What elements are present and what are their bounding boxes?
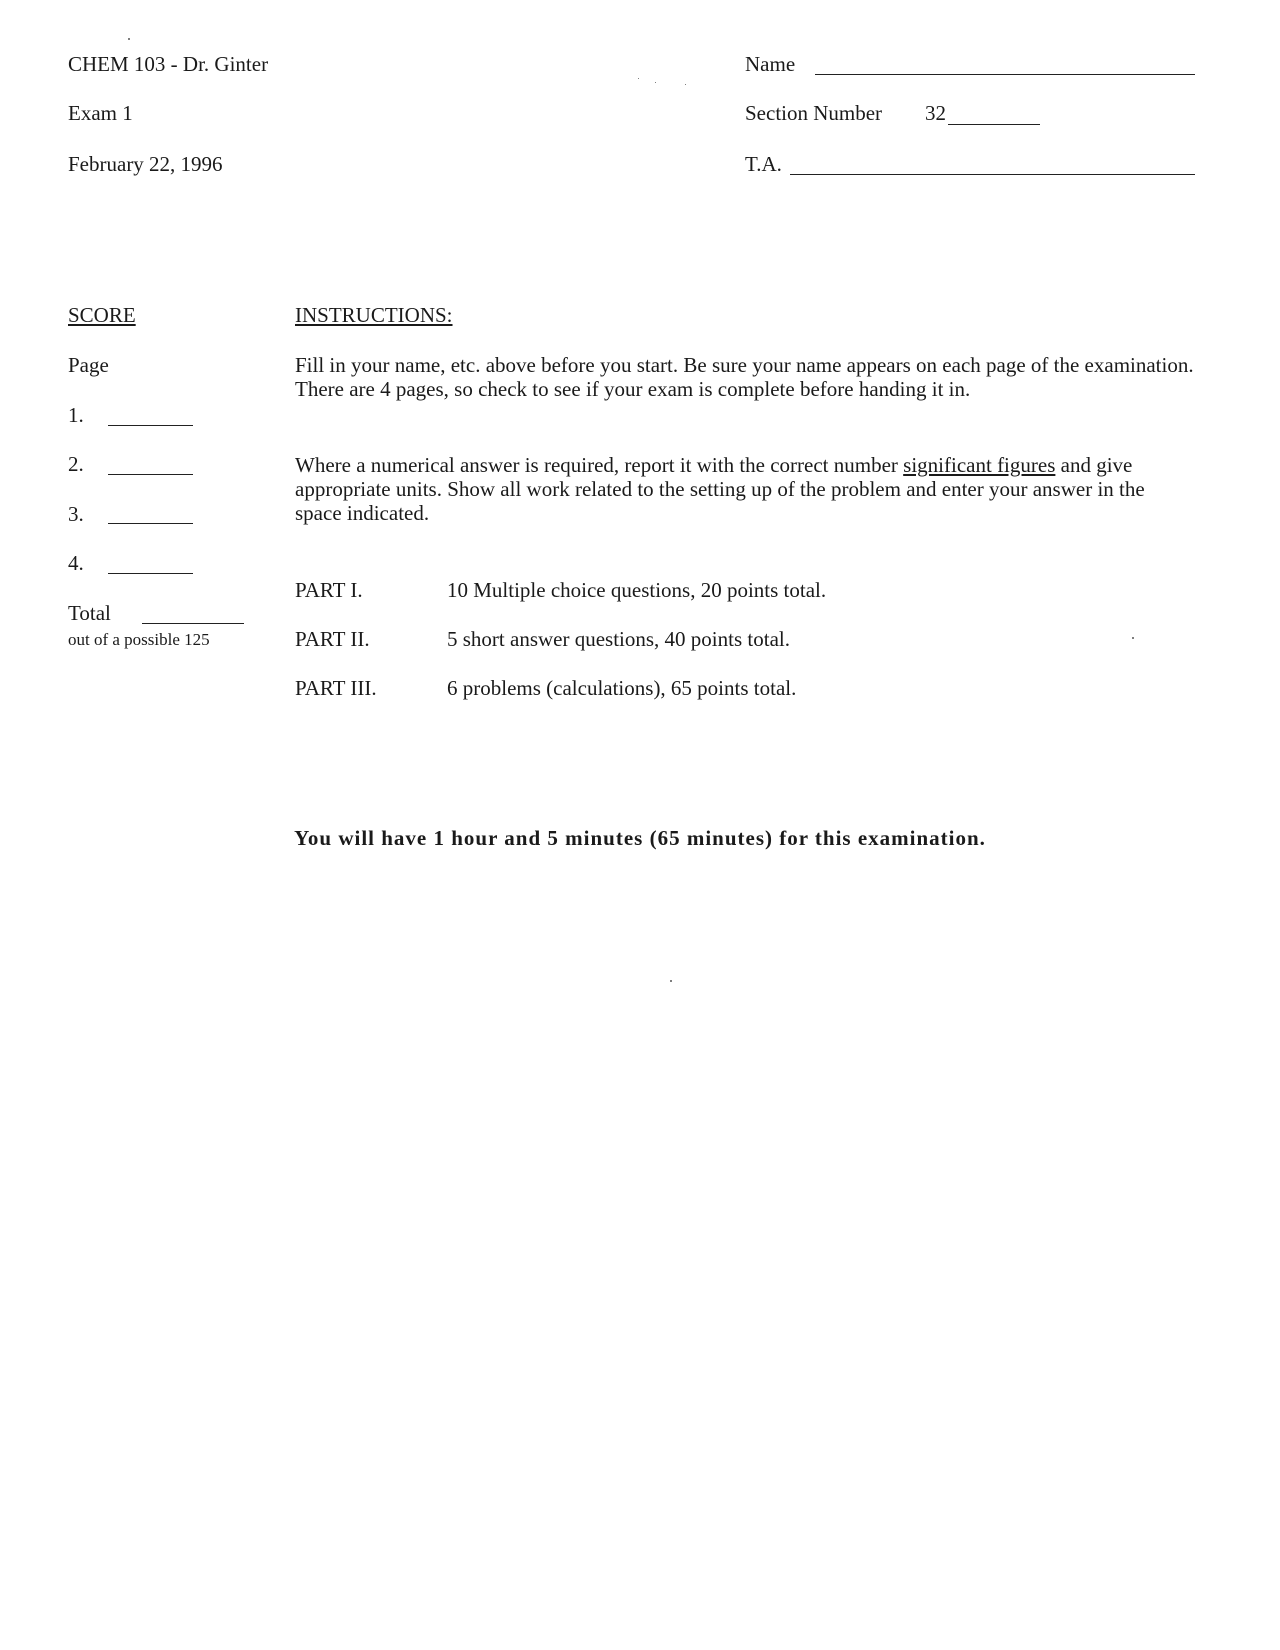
- ta-label: T.A.: [745, 152, 782, 176]
- part-2-label: PART II.: [295, 627, 370, 651]
- score-page-1-blank[interactable]: [108, 425, 193, 426]
- scan-speck: [670, 980, 672, 982]
- score-page-3-label: 3.: [68, 502, 84, 526]
- section-label: Section Number: [745, 101, 883, 125]
- page-label: Page: [68, 353, 109, 377]
- name-label: Name: [745, 52, 796, 76]
- part-1-label: PART I.: [295, 578, 363, 602]
- score-page-2-blank[interactable]: [108, 474, 193, 475]
- scan-speck: [128, 38, 130, 40]
- time-note: You will have 1 hour and 5 minutes (65 minutes) for this examination.: [294, 826, 986, 850]
- instructions-para-2: [295, 453, 1195, 525]
- total-label: Total: [68, 601, 111, 625]
- name-blank[interactable]: [815, 74, 1195, 75]
- total-note: out of a possible 125: [68, 630, 210, 649]
- scan-speck: [655, 82, 656, 83]
- part-2-desc: 5 short answer questions, 40 points total.: [447, 627, 790, 651]
- part-1-desc: 10 Multiple choice questions, 20 points total.: [447, 578, 827, 602]
- scan-speck: [1132, 637, 1134, 639]
- scan-speck: [638, 78, 639, 79]
- section-blank[interactable]: [948, 124, 1040, 125]
- score-page-4-label: 4.: [68, 551, 84, 575]
- score-heading: SCORE: [68, 303, 136, 327]
- exam-label: Exam 1: [68, 101, 133, 125]
- course-title: CHEM 103 - Dr. Ginter: [68, 52, 269, 76]
- ta-blank[interactable]: [790, 174, 1195, 175]
- score-page-2-label: 2.: [68, 452, 84, 476]
- exam-date: February 22, 1996: [68, 152, 223, 176]
- significant-figures-emphasis: significant figures: [903, 453, 1056, 477]
- instructions-para-2-end: and give appropriate units. Show all work related to the setting up of the problem and enter your answer in the space indicated.: [295, 453, 1145, 525]
- instructions-para-2-start: Where a numerical answer is required, report it with the correct number: [295, 453, 904, 477]
- part-3-label: PART III.: [295, 676, 377, 700]
- score-page-4-blank[interactable]: [108, 573, 193, 574]
- part-3-desc: 6 problems (calculations), 65 points total.: [447, 676, 797, 700]
- total-blank[interactable]: [142, 623, 244, 624]
- section-value: 32: [925, 101, 946, 125]
- score-page-1-label: 1.: [68, 403, 84, 427]
- scan-speck: [685, 84, 686, 85]
- instructions-heading: INSTRUCTIONS:: [295, 303, 453, 327]
- instructions-para-1: Fill in your name, etc. above before you start. Be sure your name appears on each page of the examination. There are 4 pages, so check to see if your exam is complete before handing it in.: [295, 353, 1194, 401]
- score-page-3-blank[interactable]: [108, 523, 193, 524]
